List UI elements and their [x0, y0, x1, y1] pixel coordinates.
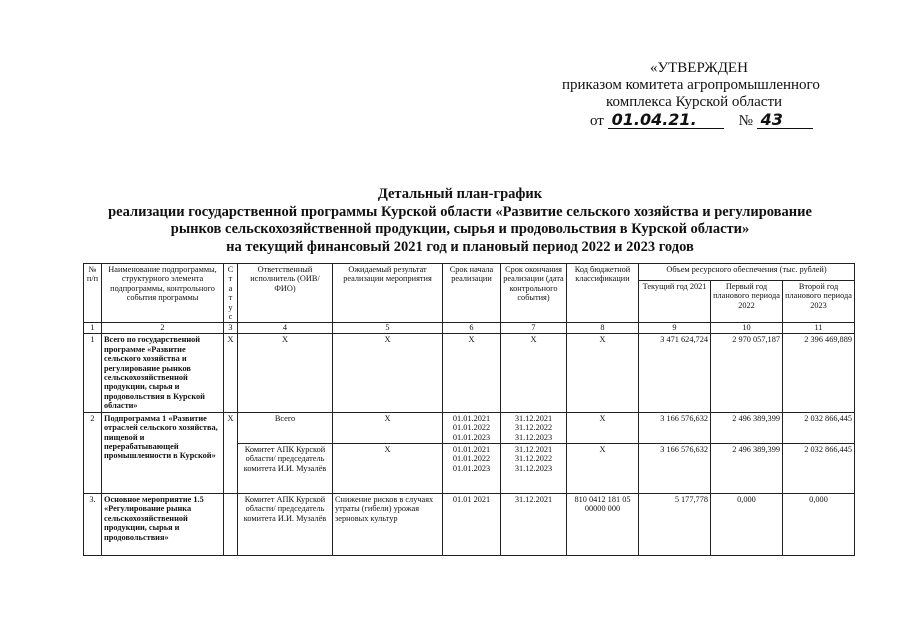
end-date: 31.12.2022	[514, 454, 553, 464]
row-num: 2	[84, 412, 102, 493]
row-name: Основное мероприятие 1.5 «Регулирование рынка сельскохозяйственной продукции, сырья и продовольствия»	[102, 493, 224, 555]
header-executor: Ответственный исполнитель (ОИВ/ФИО)	[238, 264, 333, 323]
table-row	[84, 412, 855, 443]
row-status: Х	[224, 412, 238, 493]
start-date: 01.01.2022	[452, 454, 491, 464]
row-start: Х	[443, 334, 501, 412]
col-number: 8	[567, 323, 639, 334]
row-end	[501, 443, 567, 493]
row-num: 1	[84, 334, 102, 412]
row-code: Х	[567, 443, 639, 493]
header-status: С т а т у с	[224, 264, 238, 323]
row-start	[443, 412, 501, 443]
row-start	[443, 443, 501, 493]
start-date: 01.01.2022	[452, 423, 491, 433]
row-end: Х	[501, 334, 567, 412]
approval-committee-line: комплекса Курской области	[606, 94, 783, 110]
row-y2021: 3 166 576,632	[639, 443, 711, 493]
start-date: 01.01.2021	[452, 413, 491, 423]
row-y2021: 3 166 576,632	[639, 412, 711, 443]
end-date: 31.12.2023	[514, 432, 553, 442]
col-number: 5	[333, 323, 443, 334]
header-year-2021: Текущий год 2021	[639, 280, 711, 323]
col-number: 11	[783, 323, 855, 334]
row-num: 3.	[84, 493, 102, 555]
heading-line-1: Детальный план-график	[377, 186, 543, 202]
row-code: Х	[567, 412, 639, 443]
approval-date-line	[540, 111, 860, 130]
table-row	[84, 493, 855, 555]
header-row-1	[84, 264, 855, 281]
end-date: 31.12.2023	[514, 463, 553, 473]
header-start: Срок начала реализации	[443, 264, 501, 323]
row-executor: Х	[238, 334, 333, 412]
approval-block	[540, 60, 860, 130]
row-result: Х	[333, 334, 443, 412]
end-date: 31.12.2021	[514, 444, 553, 454]
row-executor: Комитет АПК Курской области/ председатель комитета И.И. Музалёв	[238, 493, 333, 555]
approval-title: «УТВЕРЖДЕН	[650, 60, 748, 76]
header-end: Срок окончания реализации (дата контрольного события)	[501, 264, 567, 323]
row-y2021: 5 177,778	[639, 493, 711, 555]
row-name: Всего по государственной программе «Развитие сельского хозяйства и регулирование рынков сельскохозяйственной продукции, сырья и продовольствия в Курской области»	[102, 334, 224, 412]
row-y2023: 0,000	[783, 493, 855, 555]
header-funding: Объем ресурсного обеспечения (тыс. рублей)	[639, 264, 855, 281]
header-result: Ожидаемый результат реализации мероприятия	[333, 264, 443, 323]
col-number: 3	[224, 323, 238, 334]
end-date: 31.12.2022	[514, 423, 553, 433]
row-y2022: 2 496 389,399	[711, 412, 783, 443]
header-year-2022: Первый год планового периода 2022	[711, 280, 783, 323]
row-result: Х	[333, 412, 443, 443]
row-end	[501, 412, 567, 443]
row-y2023: 2 032 866,445	[783, 412, 855, 443]
from-label: от	[590, 113, 604, 129]
row-y2022: 2 496 389,399	[711, 443, 783, 493]
col-number: 7	[501, 323, 567, 334]
handwritten-number: 43	[757, 111, 813, 129]
col-number: 1	[84, 323, 102, 334]
row-y2023: 2 032 866,445	[783, 443, 855, 493]
col-number: 10	[711, 323, 783, 334]
number-label: №	[738, 113, 753, 129]
col-number: 9	[639, 323, 711, 334]
end-date: 31.12.2021	[514, 413, 553, 423]
handwritten-date: 01.04.21.	[608, 111, 724, 129]
heading-line-4: на текущий финансовый 2021 год и плановый период 2022 и 2023 годов	[226, 238, 694, 255]
row-end: 31.12.2021	[501, 493, 567, 555]
row-start: 01.01 2021	[443, 493, 501, 555]
row-result: Снижение рисков в случаях утраты (гибели) урожая зерновых культур	[333, 493, 443, 555]
heading-line-2: реализации государственной программы Курской области «Развитие сельского хозяйства и регулирование	[108, 203, 812, 220]
col-number: 6	[443, 323, 501, 334]
row-status: Х	[224, 334, 238, 412]
col-number: 4	[238, 323, 333, 334]
heading-line-3: рынков сельскохозяйственной продукции, сырья и продовольствия в Курской области»	[170, 221, 750, 237]
row-name: Подпрограмма 1 «Развитие отраслей сельского хозяйства, пищевой и перерабатывающей промышленности в Курской»	[102, 412, 224, 493]
header-num: № п/п	[84, 264, 102, 323]
row-executor: Всего	[238, 412, 333, 443]
row-y2021: 3 471 624,724	[639, 334, 711, 412]
row-y2022: 0,000	[711, 493, 783, 555]
table-row	[84, 334, 855, 412]
plan-table	[83, 263, 855, 556]
row-code: 810 0412 181 05 00000 000	[567, 493, 639, 555]
row-code: Х	[567, 334, 639, 412]
row-status	[224, 493, 238, 555]
start-date: 01.01.2023	[452, 432, 491, 442]
header-code: Код бюджетной классификации	[567, 264, 639, 323]
col-number: 2	[102, 323, 224, 334]
header-year-2023: Второй год планового периода 2023	[783, 280, 855, 323]
row-y2023: 2 396 469,889	[783, 334, 855, 412]
start-date: 01.01.2023	[452, 463, 491, 473]
column-number-row	[84, 323, 855, 334]
approval-order-line: приказом комитета агропромышленного	[562, 77, 820, 93]
header-name: Наименование подпрограммы, структурного элемента подпрограммы, контрольного события программы	[102, 264, 224, 323]
row-y2022: 2 970 057,187	[711, 334, 783, 412]
row-executor: Комитет АПК Курской области/ председатель комитета И.И. Музалёв	[238, 443, 333, 493]
document-heading	[40, 186, 880, 256]
row-result: Х	[333, 443, 443, 493]
start-date: 01.01.2021	[452, 444, 491, 454]
